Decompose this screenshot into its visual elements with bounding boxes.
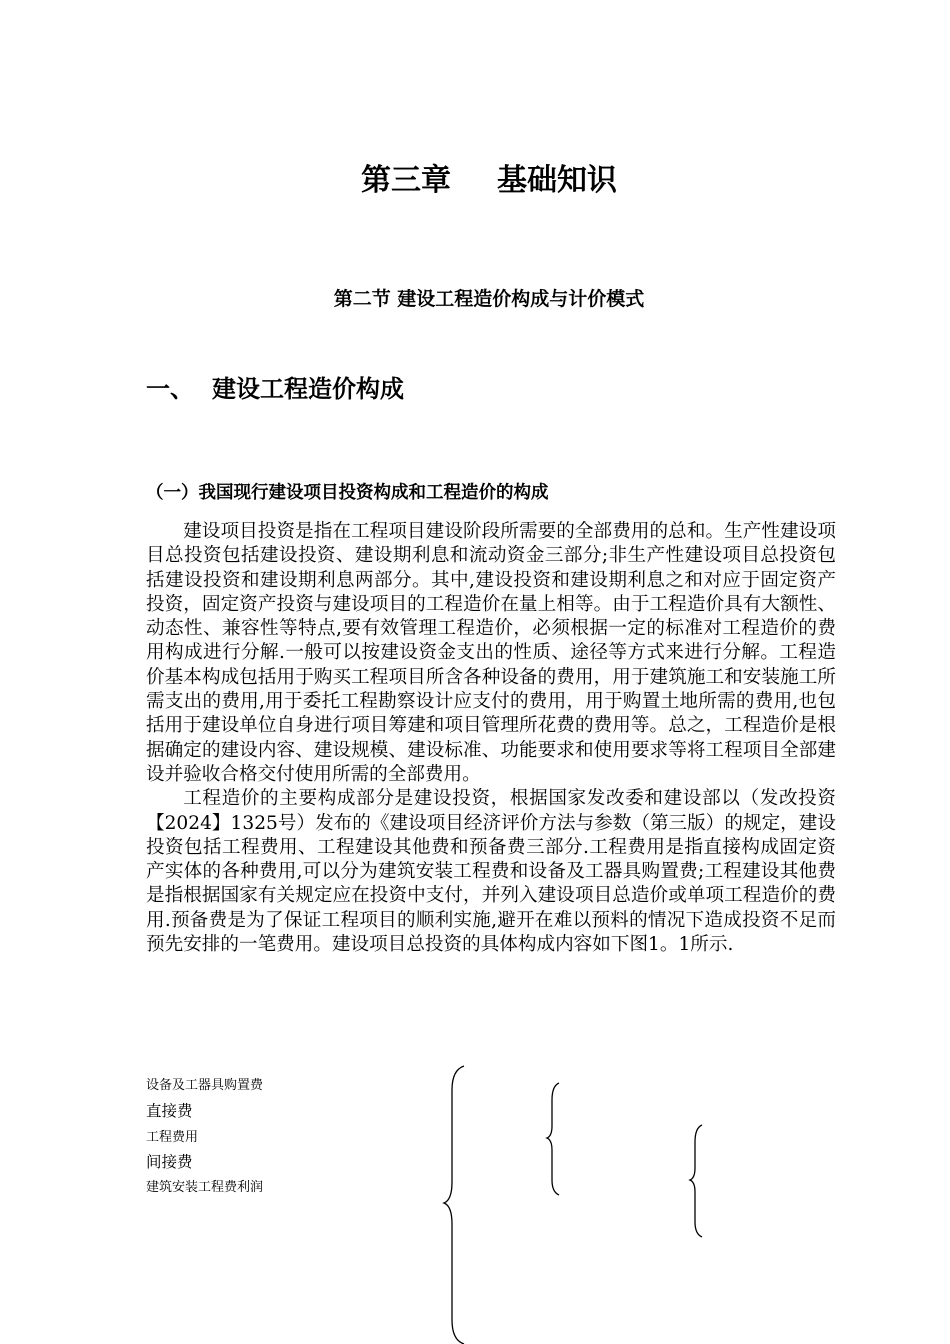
diagram-label-indirect-cost: 间接费 <box>146 1153 193 1171</box>
section-title: 第二节 建设工程造价构成与计价模式 <box>333 288 645 310</box>
large-brace-icon <box>444 1066 464 1344</box>
diagram-label-equipment: 设备及工器具购置费 <box>146 1078 264 1093</box>
paragraph: 建设项目投资是指在工程项目建设阶段所需要的全部费用的总和。生产性建设项目总投资包括建设投资、建设期利息和流动资金三部分;非生产性建设项目总投资包括建设投资和建设期利息两部分。其中,建设投资和建设期利息之和对应于固定资产投资，固定资产投资与建设项目的工程造价在量上相等。由于工程造价具有大额性、动态性、兼容性等特点,要有效管理工程造价，必须根据一定的标准对工程造价的费用构成进行分解.一般可以按建设资金支出的性质、途径等方式来进行分解。工程造价基本构成包括用于购买工程项目所含各种设备的费用，用于建筑施工和安装施工所需支出的费用,用于委托工程勘察设计应支付的费用，用于购置土地所需的费用,也包括用于建设单位自身进行项目筹建和项目管理所花费的费用等。总之，工程造价是根据确定的建设内容、建设规模、建设标准、功能要求和使用要求等将工程项目全部建设并验收合格交付使用所需的全部费用。 <box>146 521 836 785</box>
paragraph: 工程造价的主要构成部分是建设投资，根据国家发改委和建设部以（发改投资【2024】1325号）发布的《建设项目经济评价方法与参数（第三版）的规定，建设投资包括工程费用、工程建设其他费和预备费三部分.工程费用是指直接构成固定资产实体的各种费用,可以分为建筑安装工程费和设备及工器具购置费;工程建设其他费是指根据国家有关规定应在投资中支付，并列入建设项目总造价或单项工程造价的费用.预备费是为了保证工程项目的顺利实施,避开在难以预料的情况下造成投资不足而预先安排的一笔费用。建设项目总投资的具体构成内容如下图1。1所示. <box>146 788 836 956</box>
diagram-label-installation-profit: 建筑安装工程费利润 <box>146 1180 264 1195</box>
heading-text: 建设工程造价构成 <box>212 375 404 403</box>
diagram-label-direct-cost: 直接费 <box>146 1102 193 1120</box>
chapter-name: 基础知识 <box>497 163 617 198</box>
small-brace-icon <box>690 1125 702 1237</box>
diagram-label-engineering-cost: 工程费用 <box>146 1130 199 1145</box>
medium-brace-icon <box>547 1083 559 1195</box>
heading-number: 一、 <box>146 375 194 403</box>
chapter-number: 第三章 <box>361 163 451 198</box>
heading-level-2: （一）我国现行建设项目投资构成和工程造价的构成 <box>146 483 549 503</box>
